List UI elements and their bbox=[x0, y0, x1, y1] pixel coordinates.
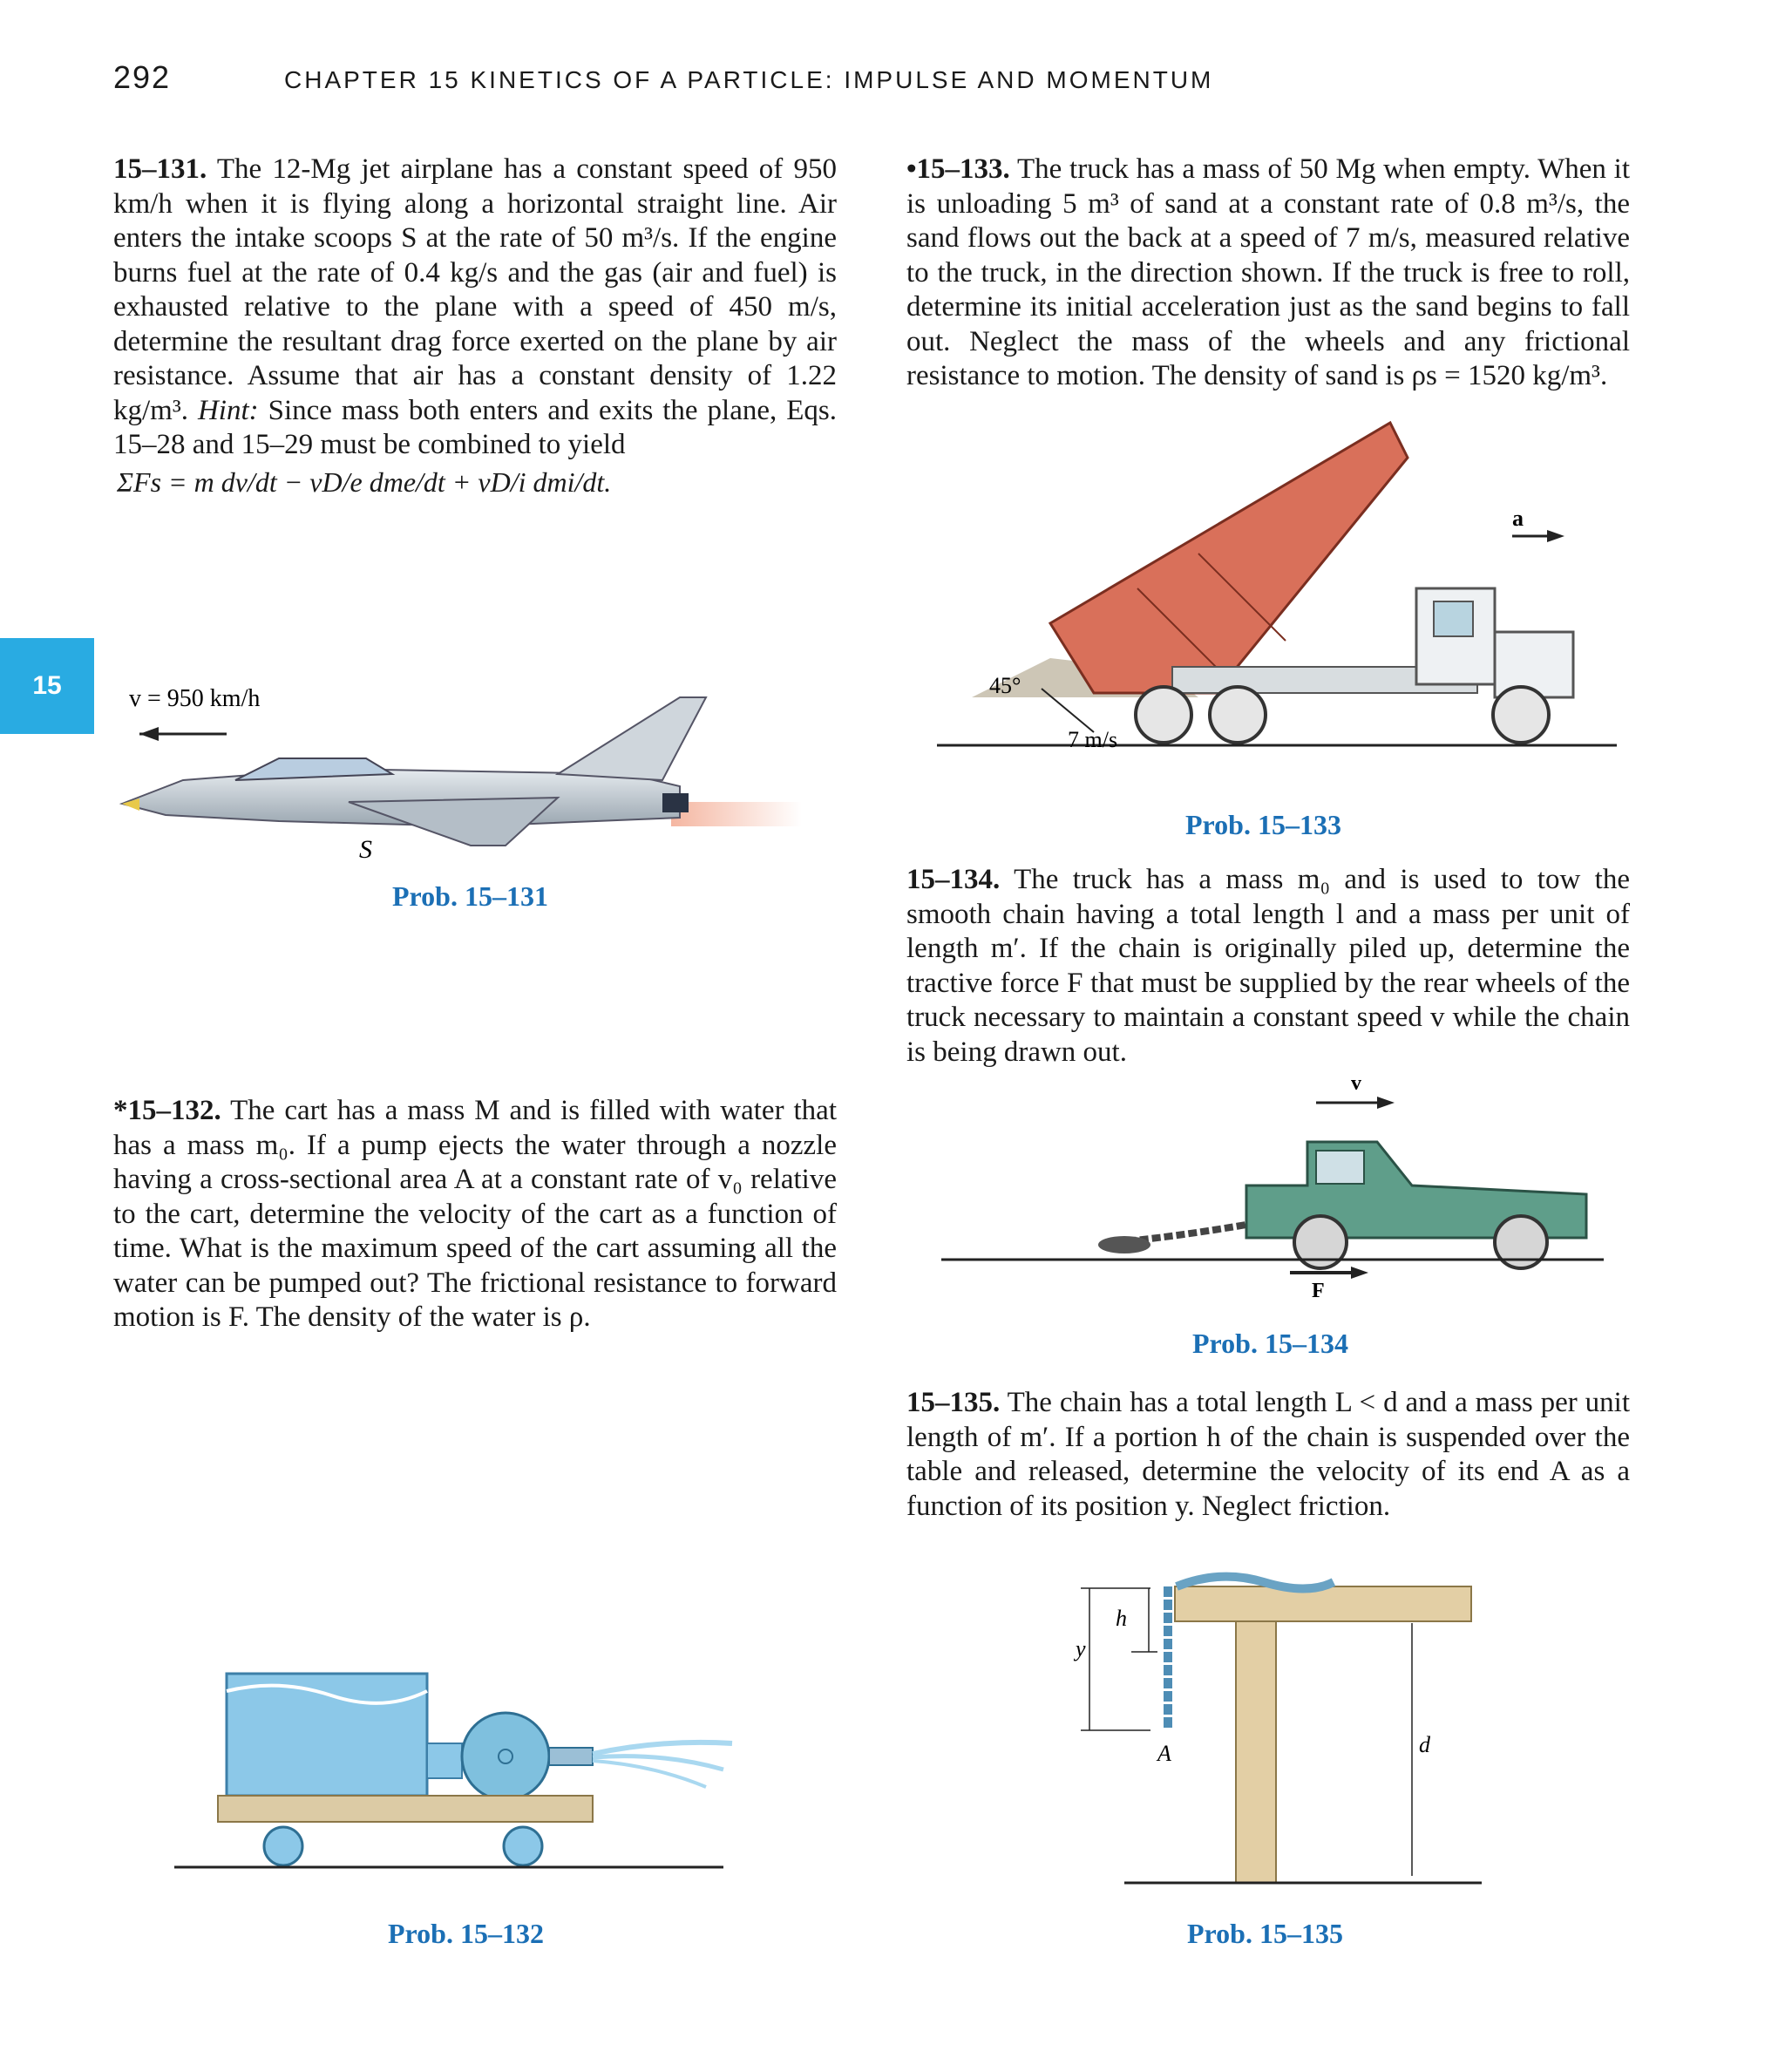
pump bbox=[462, 1713, 549, 1800]
problem-15-132 bbox=[113, 1094, 837, 1335]
acceleration-label: a bbox=[1512, 506, 1524, 531]
chapter-title: CHAPTER 15 KINETICS OF A PARTICLE: IMPULSE AND MOMENTUM bbox=[284, 66, 1214, 93]
tow-truck-figure bbox=[941, 1063, 1621, 1299]
wheel bbox=[1210, 687, 1266, 743]
dump-truck-figure bbox=[937, 405, 1634, 763]
caption-15-131: Prob. 15–131 bbox=[392, 880, 548, 912]
nozzle bbox=[549, 1748, 593, 1765]
y-label: y bbox=[1076, 1636, 1086, 1661]
caption-15-132: Prob. 15–132 bbox=[388, 1918, 544, 1949]
table-leg bbox=[1236, 1621, 1276, 1883]
problem-15-134 bbox=[906, 863, 1630, 1070]
wheel bbox=[264, 1827, 302, 1865]
velocity-label: v bbox=[1351, 1072, 1361, 1095]
problem-text: The cart has a mass M and is filled with water that has a mass m₀. If a pump ejects the water through a nozzle having a cross-sectional area A at a constant rate of v₀ relative to the cart, determine the velocity of the cart as a function of time. What is the maximum speed of the cart assuming all the water can be pumped out? The frictional resistance to forward motion is F. The density of the water is ρ. bbox=[113, 1095, 837, 1333]
h-label: h bbox=[1116, 1606, 1127, 1631]
jet-airplane-figure bbox=[105, 671, 837, 863]
angle-label: 45° bbox=[989, 673, 1021, 698]
truck-hood bbox=[1495, 632, 1573, 697]
problem-number: 15–135. bbox=[906, 1387, 1001, 1418]
problem-text: The 12-Mg jet airplane has a constant speed of 950 km/h when it is flying along a horizontal straight line. Air enters the intake scoops S at the rate of 50 m³/s. If the engine burns fuel at the rate of 0.4 kg/s and the gas (air and fuel) is exhausted relative to the plane with a speed of 450 m/s, determine the resultant drag force exerted on the plane by air resistance. Assume that air has a constant density of 1.22 kg/m³. bbox=[113, 153, 838, 426]
caption-15-133: Prob. 15–133 bbox=[1185, 809, 1341, 840]
problem-number: 15–131. bbox=[113, 153, 207, 185]
chapter-tab: 15 bbox=[0, 638, 94, 734]
problem-number: 15–134. bbox=[906, 864, 1001, 895]
problem-text: The truck has a mass m₀ and is used to tow the smooth chain having a total length l and a mass per unit of length m′. If the chain is originally piled up, determine the tractive force F that must be supplied by the rear wheels of the truck necessary to maintain a constant speed v while the chain is being drawn out. bbox=[906, 864, 1630, 1068]
speed-label: v = 950 km/h bbox=[129, 685, 261, 712]
problem-text: The truck has a mass of 50 Mg when empty. When it is unloading 5 m³ of sand at a constant rate of 0.8 m³/s, the sand flows out the back at a speed of 7 m/s, measured relative to the truck, in the direction shown. If the truck is free to roll, determine its initial acceleration just as the sand begins to fall out. Neglect the mass of the wheels and any frictional resistance to motion. The density of sand is ρs = 1520 kg/m³. bbox=[906, 153, 1631, 391]
end-a-label: A bbox=[1157, 1741, 1171, 1766]
problem-15-133 bbox=[906, 153, 1630, 394]
cart-platform bbox=[218, 1796, 593, 1822]
wheel bbox=[504, 1827, 542, 1865]
caption-15-134: Prob. 15–134 bbox=[1192, 1328, 1348, 1359]
problem-number: •15–133. bbox=[906, 153, 1010, 185]
water-tank bbox=[227, 1674, 427, 1796]
page-header bbox=[113, 59, 1698, 103]
wheel bbox=[1136, 687, 1191, 743]
force-label: F bbox=[1312, 1280, 1325, 1299]
chain-table-figure bbox=[1046, 1552, 1499, 1900]
problem-15-135 bbox=[906, 1386, 1630, 1524]
d-label: d bbox=[1419, 1732, 1430, 1757]
water-cart-figure bbox=[174, 1656, 750, 1909]
table-top bbox=[1175, 1586, 1471, 1621]
momentum-equation: ΣFs = m dv/dt − vD/e dme/dt + vD/i dmi/dt. bbox=[117, 466, 612, 498]
wheel bbox=[1493, 687, 1549, 743]
hint-text: Since mass both enters and exits the plane, Eqs. 15–28 and 15–29 must be combined to yield bbox=[113, 394, 838, 460]
dump-bed bbox=[1050, 423, 1408, 693]
problem-text: The chain has a total length L < d and a mass per unit length of m′. If a portion h of the chain is suspended over the table and released, determine the velocity of its end A as a function of its position y. Neglect friction. bbox=[906, 1387, 1631, 1522]
hint-label: Hint: bbox=[197, 394, 259, 426]
sand-speed-label: 7 m/s bbox=[1068, 727, 1118, 752]
tail-fin bbox=[558, 697, 706, 780]
intake-label: S bbox=[359, 835, 372, 863]
page-number: 292 bbox=[113, 59, 172, 95]
problem-number: *15–132. bbox=[113, 1095, 221, 1126]
problem-15-131 bbox=[113, 153, 837, 463]
caption-15-135: Prob. 15–135 bbox=[1187, 1918, 1343, 1949]
